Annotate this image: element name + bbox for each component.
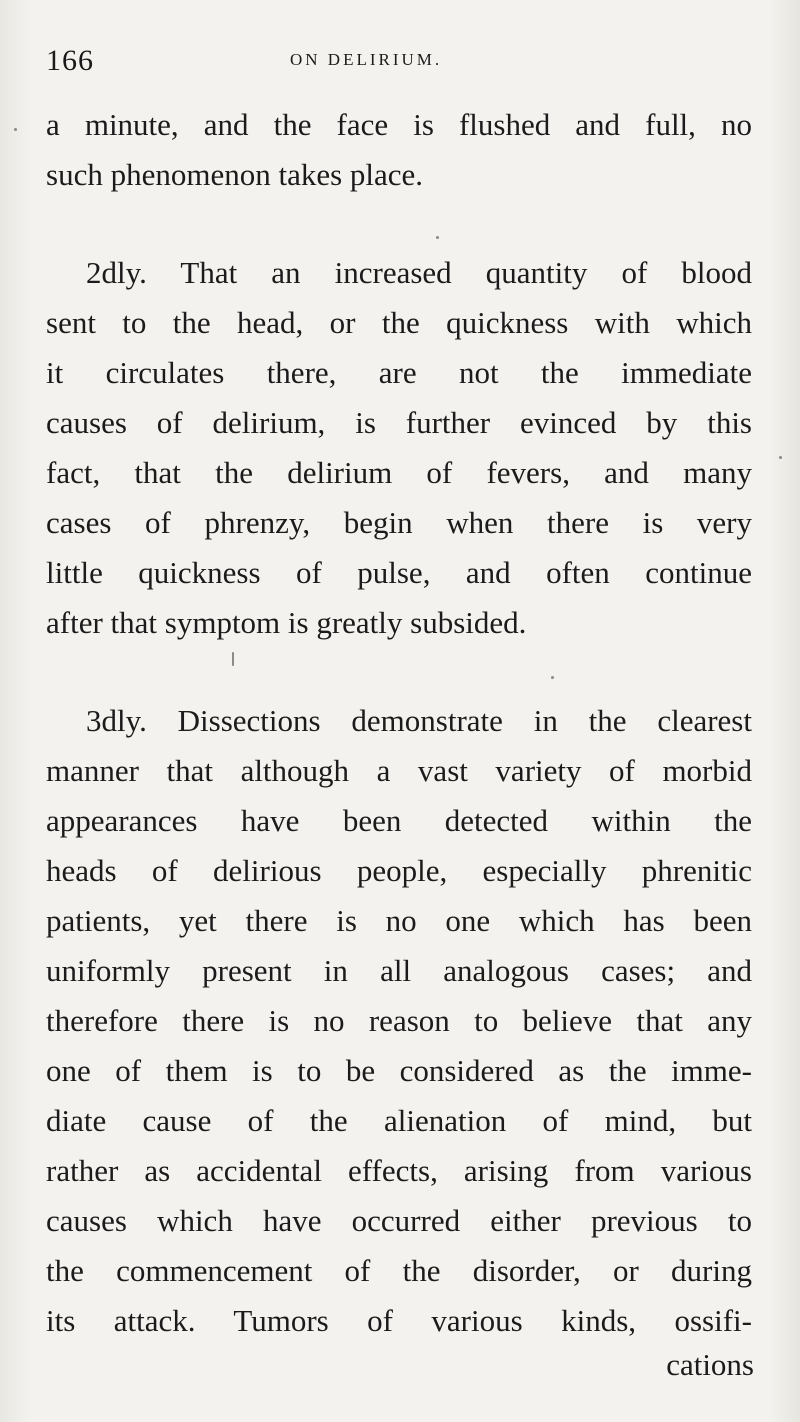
text-line: causes which have occurred either previous to [46,1203,752,1238]
text-line: one of them is to be considered as the imme- [46,1053,752,1088]
running-head: ON DELIRIUM. [290,50,443,69]
page-number: 166 [46,44,94,77]
catchword: cations [666,1347,754,1382]
text-line: 2dly. That an increased quantity of blood [86,255,752,290]
text-line: little quickness of pulse, and often continue [46,555,752,590]
text-line: sent to the head, or the quickness with which [46,305,752,340]
text-line: therefore there is no reason to believe that any [46,1003,752,1038]
text-line: 3dly. Dissections demonstrate in the clearest [86,703,752,738]
text-line: appearances have been detected within the [46,803,752,838]
text-line: such phenomenon takes place. [46,157,424,192]
text-line: the commencement of the disorder, or during [46,1253,752,1288]
ink-speck [779,456,782,459]
ink-speck [14,128,17,131]
text-line: its attack. Tumors of various kinds, ossifi- [46,1303,752,1338]
text-line: diate cause of the alienation of mind, but [46,1103,752,1138]
text-line: cases of phrenzy, begin when there is very [46,505,752,540]
text-line: causes of delirium, is further evinced by this [46,405,752,440]
text-line: rather as accidental effects, arising from various [46,1153,752,1188]
text-line: it circulates there, are not the immediate [46,355,752,390]
text-line: fact, that the delirium of fevers, and many [46,455,752,490]
text-line: a minute, and the face is flushed and full, no [46,107,752,142]
page-header [46,44,752,84]
text-line: after that symptom is greatly subsided. [46,605,527,640]
text-line: uniformly present in all analogous cases; and [46,953,752,988]
text-line: manner that although a vast variety of morbid [46,753,752,788]
body-text [46,100,752,1346]
text-line: patients, yet there is no one which has been [46,903,752,938]
text-line: heads of delirious people, especially phrenitic [46,853,752,888]
